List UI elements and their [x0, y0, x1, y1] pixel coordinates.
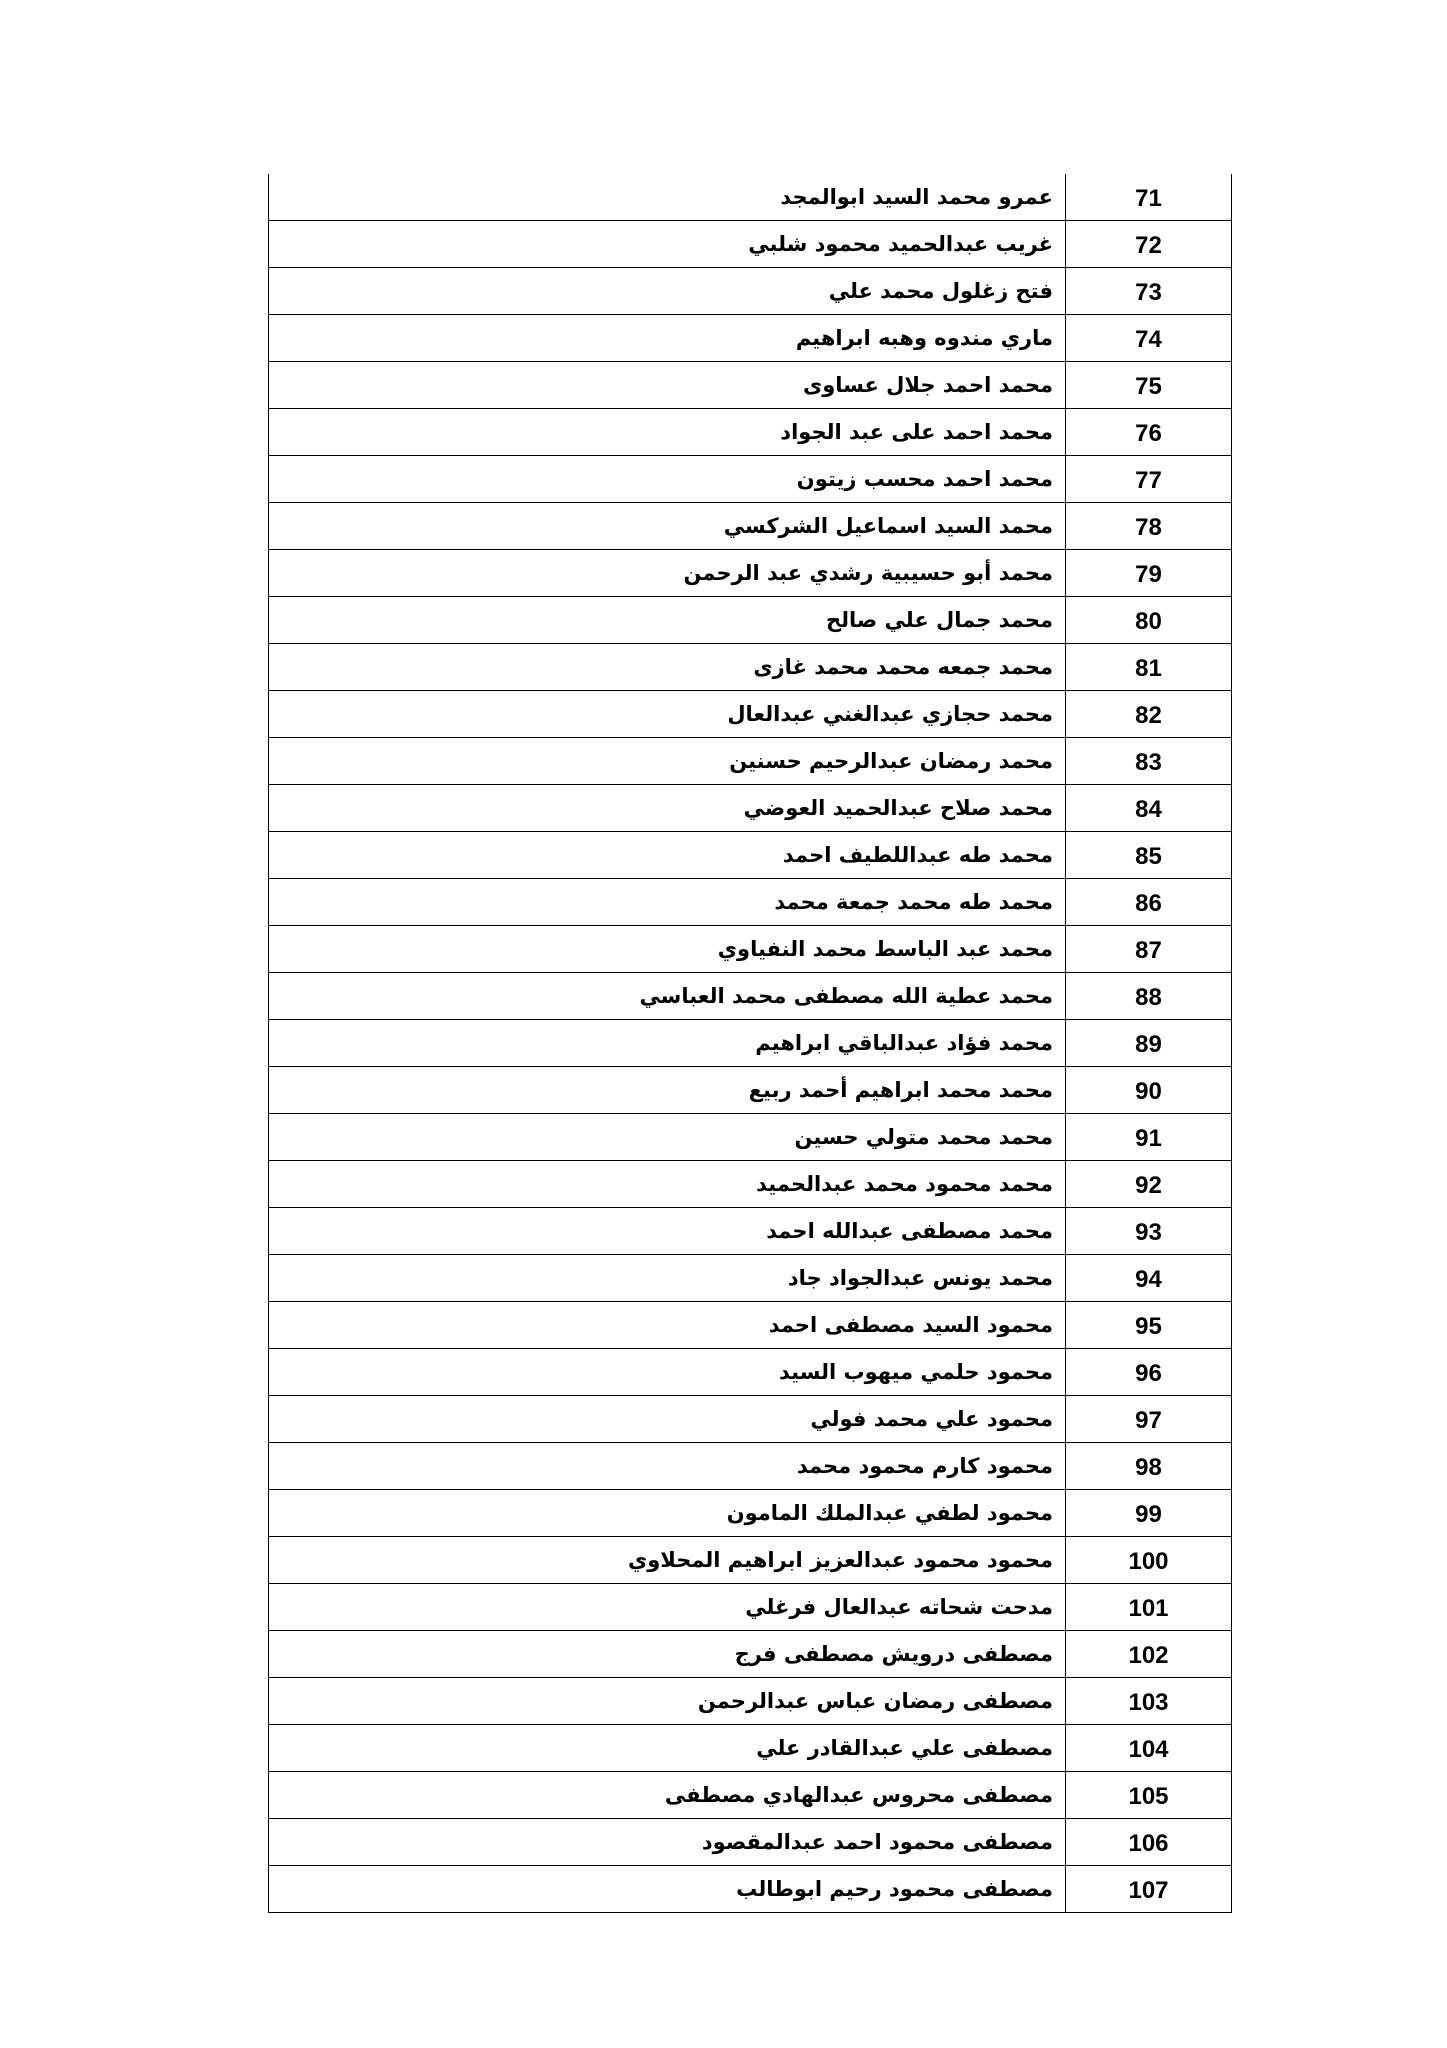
- table-row: [269, 1114, 1232, 1161]
- row-name: محمد احمد على عبد الجواد: [269, 409, 1066, 456]
- row-name: محمد رمضان عبدالرحيم حسنين: [269, 738, 1066, 785]
- row-name: عمرو محمد السيد ابوالمجد: [269, 174, 1066, 221]
- table-row: [269, 1631, 1232, 1678]
- table-row: [269, 1537, 1232, 1584]
- row-number: 80: [1066, 597, 1232, 644]
- row-name: محمد محمد متولي حسين: [269, 1114, 1066, 1161]
- row-name: مصطفى محروس عبدالهادي مصطفى: [269, 1772, 1066, 1819]
- row-number: 107: [1066, 1866, 1232, 1913]
- row-name: محمد طه عبداللطيف احمد: [269, 832, 1066, 879]
- row-number: 79: [1066, 550, 1232, 597]
- table-row: [269, 1067, 1232, 1114]
- table-row: [269, 1490, 1232, 1537]
- row-name: محمد عبد الباسط محمد النفياوي: [269, 926, 1066, 973]
- row-number: 89: [1066, 1020, 1232, 1067]
- row-number: 72: [1066, 221, 1232, 268]
- table-row: [269, 738, 1232, 785]
- row-name: مصطفى رمضان عباس عبدالرحمن: [269, 1678, 1066, 1725]
- row-number: 100: [1066, 1537, 1232, 1584]
- table-row: [269, 221, 1232, 268]
- table-row: [269, 785, 1232, 832]
- table-row: [269, 174, 1232, 221]
- row-name: محمد مصطفى عبدالله احمد: [269, 1208, 1066, 1255]
- row-number: 101: [1066, 1584, 1232, 1631]
- row-name: فتح زغلول محمد علي: [269, 268, 1066, 315]
- row-number: 71: [1066, 174, 1232, 221]
- row-number: 88: [1066, 973, 1232, 1020]
- table-row: [269, 409, 1232, 456]
- row-number: 92: [1066, 1161, 1232, 1208]
- table-row: [269, 1161, 1232, 1208]
- row-name: محمد عطية الله مصطفى محمد العباسي: [269, 973, 1066, 1020]
- table-row: [269, 1302, 1232, 1349]
- row-name: محمد احمد جلال عساوى: [269, 362, 1066, 409]
- row-name: مصطفى علي عبدالقادر علي: [269, 1725, 1066, 1772]
- table-row: [269, 832, 1232, 879]
- row-name: محمد احمد محسب زيتون: [269, 456, 1066, 503]
- row-name: محمود السيد مصطفى احمد: [269, 1302, 1066, 1349]
- table-row: [269, 879, 1232, 926]
- row-name: محمد جمال علي صالح: [269, 597, 1066, 644]
- table-row: [269, 1396, 1232, 1443]
- row-number: 84: [1066, 785, 1232, 832]
- row-number: 102: [1066, 1631, 1232, 1678]
- row-number: 86: [1066, 879, 1232, 926]
- row-number: 96: [1066, 1349, 1232, 1396]
- row-number: 87: [1066, 926, 1232, 973]
- table-row: [269, 926, 1232, 973]
- row-name: مصطفى درويش مصطفى فرج: [269, 1631, 1066, 1678]
- row-name: ماري مندوه وهبه ابراهيم: [269, 315, 1066, 362]
- table-row: [269, 644, 1232, 691]
- row-number: 78: [1066, 503, 1232, 550]
- row-name: محمد حجازي عبدالغني عبدالعال: [269, 691, 1066, 738]
- row-number: 95: [1066, 1302, 1232, 1349]
- row-number: 81: [1066, 644, 1232, 691]
- row-name: محمد السيد اسماعيل الشركسي: [269, 503, 1066, 550]
- table-row: [269, 691, 1232, 738]
- row-number: 97: [1066, 1396, 1232, 1443]
- row-name: محمد يونس عبدالجواد جاد: [269, 1255, 1066, 1302]
- row-number: 91: [1066, 1114, 1232, 1161]
- roster-body: [269, 174, 1232, 1913]
- row-name: محمود كارم محمود محمد: [269, 1443, 1066, 1490]
- table-row: [269, 1020, 1232, 1067]
- table-row: [269, 1819, 1232, 1866]
- row-name: مدحت شحاته عبدالعال فرغلي: [269, 1584, 1066, 1631]
- row-name: محمد محمد ابراهيم أحمد ربيع: [269, 1067, 1066, 1114]
- row-number: 98: [1066, 1443, 1232, 1490]
- row-number: 82: [1066, 691, 1232, 738]
- table-row: [269, 1725, 1232, 1772]
- row-name: محمود حلمي ميهوب السيد: [269, 1349, 1066, 1396]
- row-name: مصطفى محمود رحيم ابوطالب: [269, 1866, 1066, 1913]
- row-name: محمد جمعه محمد محمد غازى: [269, 644, 1066, 691]
- table-row: [269, 362, 1232, 409]
- table-row: [269, 315, 1232, 362]
- table-row: [269, 503, 1232, 550]
- row-number: 74: [1066, 315, 1232, 362]
- row-name: محمود محمود عبدالعزيز ابراهيم المحلاوي: [269, 1537, 1066, 1584]
- table-row: [269, 1349, 1232, 1396]
- row-name: محمد محمود محمد عبدالحميد: [269, 1161, 1066, 1208]
- table-row: [269, 268, 1232, 315]
- row-number: 104: [1066, 1725, 1232, 1772]
- row-number: 103: [1066, 1678, 1232, 1725]
- row-number: 93: [1066, 1208, 1232, 1255]
- table-row: [269, 1443, 1232, 1490]
- row-name: محمد فؤاد عبدالباقي ابراهيم: [269, 1020, 1066, 1067]
- table-row: [269, 1255, 1232, 1302]
- table-row: [269, 456, 1232, 503]
- row-number: 94: [1066, 1255, 1232, 1302]
- row-number: 105: [1066, 1772, 1232, 1819]
- row-number: 90: [1066, 1067, 1232, 1114]
- row-number: 73: [1066, 268, 1232, 315]
- row-number: 85: [1066, 832, 1232, 879]
- row-name: غريب عبدالحميد محمود شلبي: [269, 221, 1066, 268]
- row-name: محمود علي محمد فولي: [269, 1396, 1066, 1443]
- row-name: محمد صلاح عبدالحميد العوضي: [269, 785, 1066, 832]
- row-number: 83: [1066, 738, 1232, 785]
- table-row: [269, 1208, 1232, 1255]
- table-row: [269, 550, 1232, 597]
- row-name: محمود لطفي عبدالملك المامون: [269, 1490, 1066, 1537]
- row-number: 99: [1066, 1490, 1232, 1537]
- row-name: مصطفى محمود احمد عبدالمقصود: [269, 1819, 1066, 1866]
- row-name: محمد أبو حسيبية رشدي عبد الرحمن: [269, 550, 1066, 597]
- row-number: 77: [1066, 456, 1232, 503]
- row-number: 106: [1066, 1819, 1232, 1866]
- row-number: 75: [1066, 362, 1232, 409]
- roster-table: [268, 174, 1232, 1913]
- table-row: [269, 1866, 1232, 1913]
- table-row: [269, 1772, 1232, 1819]
- row-number: 76: [1066, 409, 1232, 456]
- table-row: [269, 1678, 1232, 1725]
- table-row: [269, 1584, 1232, 1631]
- row-name: محمد طه محمد جمعة محمد: [269, 879, 1066, 926]
- table-row: [269, 597, 1232, 644]
- table-row: [269, 973, 1232, 1020]
